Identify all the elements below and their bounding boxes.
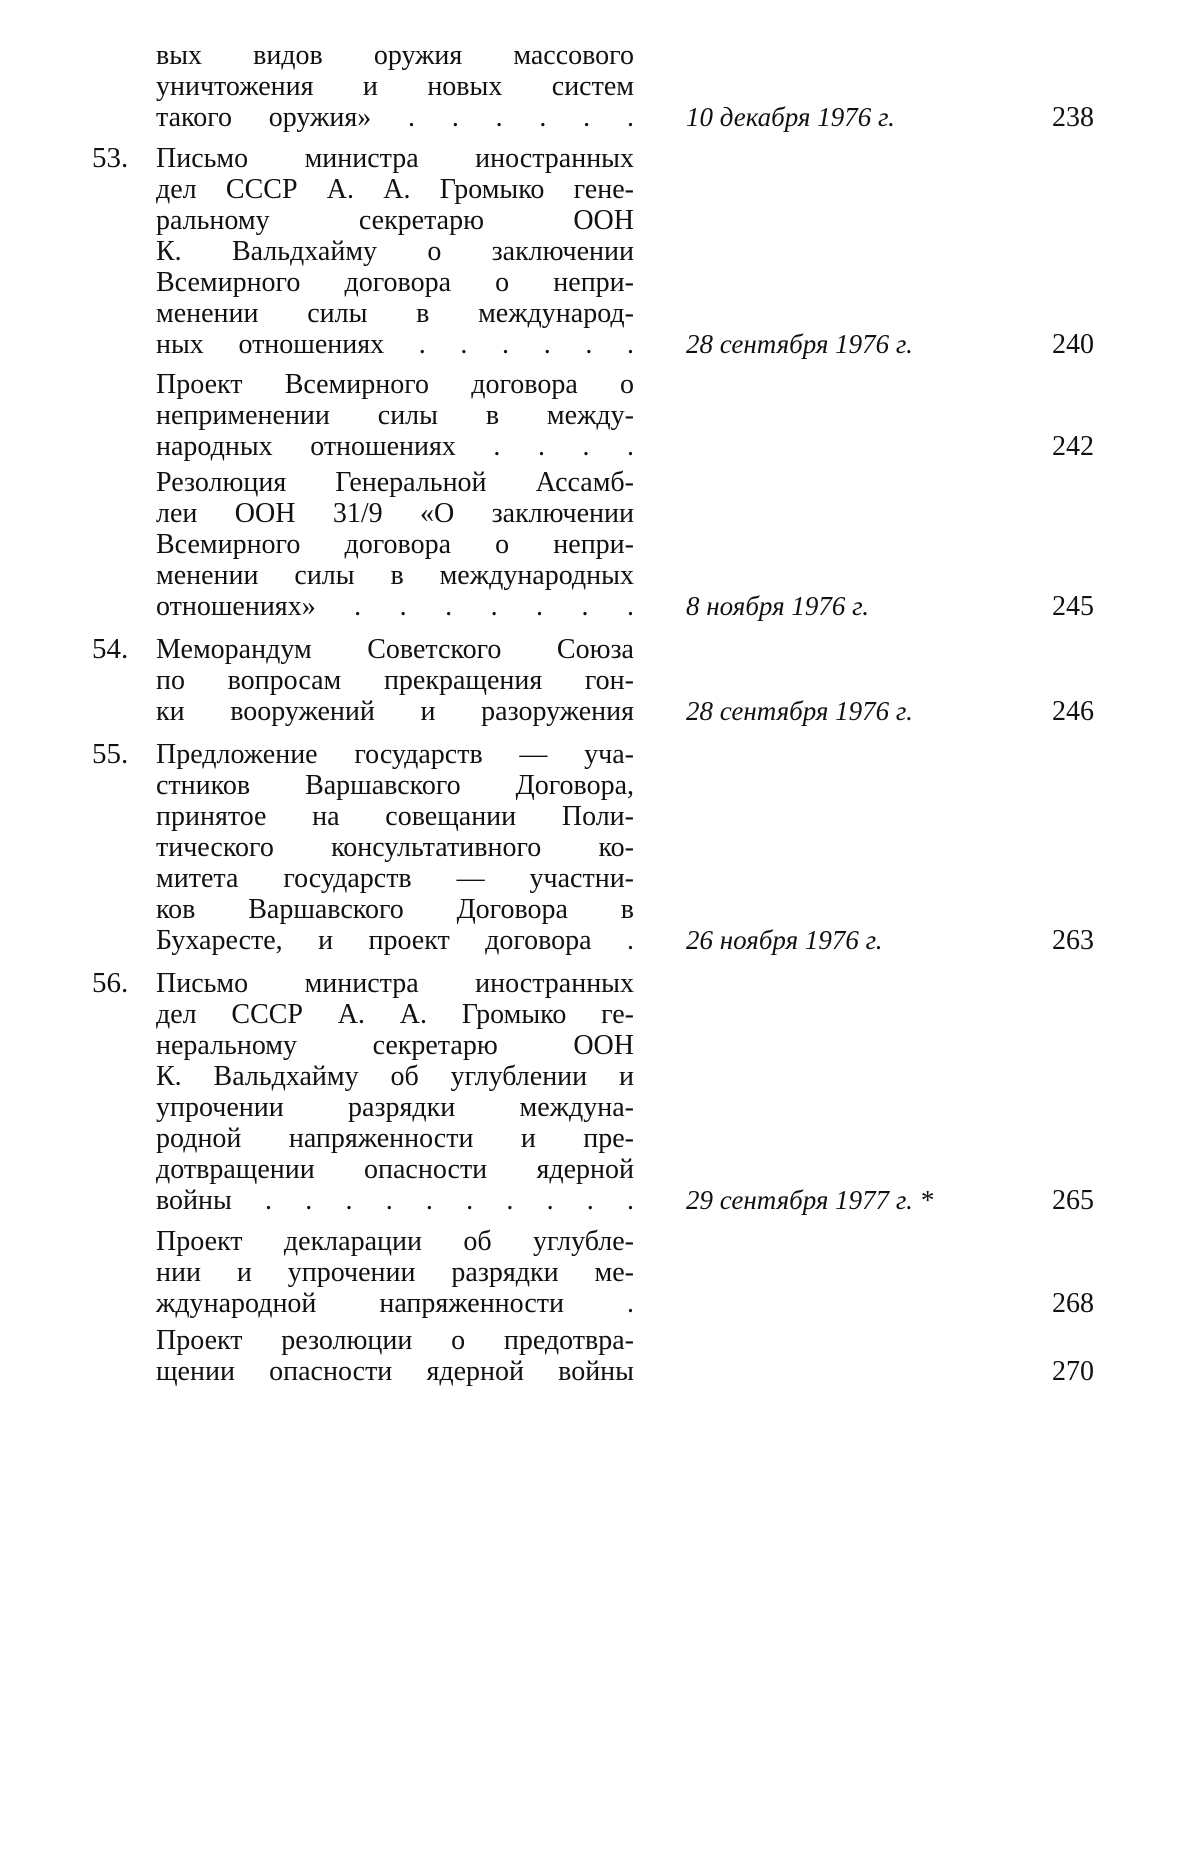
word: углублении [450,1061,588,1092]
word: неприменении [156,400,330,431]
word: Письмо [156,143,249,174]
entry-title [156,369,634,462]
title-line [156,498,634,529]
word: Вальдхайму [231,236,378,267]
word: Всемирного [156,529,301,560]
word: Союза [556,634,634,665]
word: дел [156,999,197,1030]
word: ков [156,894,196,925]
word: Всемирного [156,267,301,298]
word: о [619,369,634,400]
title-line [156,298,634,329]
word: ООН [573,205,634,236]
title-line [156,236,634,267]
word: силы [294,560,355,591]
word: государств [283,863,412,894]
word: на [312,801,340,832]
entry-number: 53. [92,142,129,174]
page-number: 265 [1052,1185,1094,1216]
leader-dot: . [445,591,453,622]
word: договора [471,369,578,400]
entry-date: 10 декабря 1976 г. [686,102,895,132]
word: Резолюция [156,467,287,498]
leader-dot: . [626,102,634,133]
leader-dot: . [506,1185,514,1216]
entry-number: 54. [92,633,129,665]
word: А. [383,174,411,205]
word: ядерной [426,1356,524,1387]
leader-dot: . [451,102,459,133]
word: менении [156,298,259,329]
word: уча- [584,739,634,770]
word: напряженности [288,1123,474,1154]
word: разрядки [451,1257,559,1288]
word: совещании [385,801,517,832]
title-line [156,1288,634,1319]
word: упрочении [156,1092,284,1123]
entry-number: 55. [92,738,129,770]
word: леи [156,498,198,529]
leader-dot: . [585,329,593,360]
word: договора [344,267,451,298]
word: Громыко [439,174,545,205]
entry-date: 8 ноября 1976 г. [686,591,870,621]
word: К. [156,236,182,267]
word: Варшавского [248,894,404,925]
word: ральному [156,205,270,236]
word: Бухаресте, [156,925,283,956]
word: в [620,894,634,925]
title-line [156,529,634,560]
leader-dot: . [627,1185,634,1216]
word: предотвра- [503,1325,634,1356]
leader-dot: . [385,1185,393,1216]
word: — [456,863,485,894]
word: ге- [601,999,634,1030]
word: принятое [156,801,267,832]
title-line [156,696,634,727]
word: Поли- [561,801,634,832]
title-line [156,739,634,770]
word: договора [344,529,451,560]
word: 31/9 [332,498,383,529]
word: отношениях [238,329,385,360]
word: ядерной [536,1154,634,1185]
word: участни- [529,863,634,894]
word: по [156,665,185,696]
word: о [427,236,442,267]
leader-dot: . [627,431,634,462]
word: ко- [598,832,634,863]
page-number: 270 [1052,1356,1094,1387]
word: в [390,560,404,591]
leader-dot: . [305,1185,313,1216]
word: о [451,1325,466,1356]
word: государств [354,739,483,770]
leader-dot: . [582,431,590,462]
word: менении [156,560,259,591]
title-line [156,863,634,894]
leader-dot: . [502,329,510,360]
word: опасности [269,1356,393,1387]
leader-dot: . [490,591,498,622]
title-line [156,968,634,999]
word: секретарю [358,205,485,236]
title-line [156,1185,634,1216]
word: такого [156,102,232,133]
word: упрочении [287,1257,416,1288]
word: Проект [156,369,243,400]
leader-dot: . [581,591,589,622]
word: А. [326,174,355,205]
entry-title [156,968,634,1216]
word: декларации [283,1226,422,1257]
title-line [156,770,634,801]
title-line [156,1257,634,1288]
word: систем [551,71,634,102]
title-line [156,431,634,462]
page-number: 263 [1052,925,1094,956]
word: прекращения [383,665,543,696]
title-line [156,925,634,956]
word: народных [156,431,273,462]
title-line [156,400,634,431]
title-line [156,40,634,71]
word: ки [156,696,185,727]
word: К. [156,1061,182,1092]
title-line [156,591,634,622]
title-line [156,71,634,102]
entry-date: 28 сентября 1976 г. [686,329,913,359]
title-line [156,174,634,205]
word: ных [156,329,204,360]
leader-dot: . [536,591,544,622]
word: оружия [373,40,463,71]
word: разрядки [348,1092,456,1123]
word: о [495,529,510,560]
word: и [520,1123,536,1154]
word: силы [377,400,438,431]
word: Генеральной [335,467,487,498]
leader-dot: . [495,102,503,133]
entry-title [156,634,634,727]
leader-dot: . [493,431,501,462]
word: в [416,298,430,329]
word: иностранных [475,968,634,999]
title-line [156,102,634,133]
leader-dot: . [408,102,416,133]
title-line [156,1356,634,1387]
word: стников [156,770,251,801]
word: гене- [573,174,634,205]
word: войны [558,1356,634,1387]
word: тического [156,832,274,863]
word: уничтожения [156,71,314,102]
word: новых [427,71,503,102]
word: междуна- [519,1092,634,1123]
page-number: 245 [1052,591,1094,622]
word: о [495,267,510,298]
word: об [463,1226,492,1257]
leader-dot: . [546,1185,554,1216]
title-line [156,1092,634,1123]
title-line [156,1154,634,1185]
word: Вальдхайму [213,1061,359,1092]
leader-dot: . [345,1185,353,1216]
word: договора [485,925,592,956]
word: Договора [456,894,568,925]
leader-dot: . [586,1185,594,1216]
word: Громыко [461,999,567,1030]
word: вопросам [227,665,342,696]
word: Варшавского [305,770,461,801]
title-line [156,1123,634,1154]
leader-dot: . [583,102,591,133]
title-line [156,634,634,665]
entry-title [156,467,634,622]
leader-dot: . [626,329,634,360]
title-line [156,329,634,360]
leader-dot: . [543,329,551,360]
word: отношениях [310,431,456,462]
title-line [156,801,634,832]
leader-dot: . [539,102,547,133]
word: об [390,1061,419,1092]
title-line [156,665,634,696]
title-line [156,832,634,863]
word: Проект [156,1325,243,1356]
word: А. [399,999,427,1030]
word: проект [368,925,450,956]
word: СССР [231,999,304,1030]
title-line [156,999,634,1030]
word: СССР [225,174,298,205]
word: Предложение [156,739,318,770]
word: ждународной [156,1288,317,1319]
title-line [156,560,634,591]
word: Советского [367,634,502,665]
word: непри- [553,267,634,298]
word: ООН [234,498,296,529]
entry-title [156,143,634,360]
word: нии [156,1257,201,1288]
page-number: 242 [1052,431,1094,462]
word: и [236,1257,252,1288]
word: А. [337,999,365,1030]
entry-title [156,1226,634,1319]
word: резолюции [281,1325,413,1356]
word: Проект [156,1226,243,1257]
entry-number: 56. [92,967,129,999]
title-line [156,1030,634,1061]
entry-title [156,1325,634,1387]
entry-date: 28 сентября 1976 г. [686,696,913,726]
word: родной [156,1123,242,1154]
word: Договора, [515,770,634,801]
word: неральному [156,1030,297,1061]
word: войны [156,1185,232,1216]
word: консультативного [331,832,542,863]
leader-dot: . [626,591,634,622]
leader-dot: . [466,1185,474,1216]
leader-dot: . [418,329,426,360]
word: и [420,696,436,727]
leader-dot: . [537,431,545,462]
word: между- [546,400,634,431]
word: министра [304,968,419,999]
word: — [519,739,548,770]
word: и [362,71,378,102]
leader-dot: . [354,591,362,622]
word: дел [156,174,197,205]
word: силы [307,298,368,329]
word: секретарю [372,1030,498,1061]
word: пре- [583,1123,634,1154]
word: иностранных [475,143,634,174]
title-line [156,267,634,298]
entry-title [156,739,634,956]
word: гон- [584,665,634,696]
title-line [156,1325,634,1356]
word: Письмо [156,968,249,999]
entry-date: 29 сентября 1977 г. * [686,1185,934,1215]
word: и [318,925,334,956]
title-line [156,369,634,400]
page-number: 246 [1052,696,1094,727]
word: Меморандум [156,634,312,665]
leader-dot: . [425,1185,433,1216]
word: ООН [573,1030,634,1061]
word: непри- [553,529,634,560]
title-line [156,1061,634,1092]
leader-dot: . [399,591,407,622]
word: Всемирного [284,369,430,400]
word: оружия» [268,102,372,133]
word: дотвращении [156,1154,315,1185]
word: заключении [491,236,634,267]
page-number: 238 [1052,102,1094,133]
title-line [156,205,634,236]
word: и [619,1061,634,1092]
title-line [156,467,634,498]
word: «О [419,498,455,529]
title-line [156,143,634,174]
word: углубле- [533,1226,634,1257]
word: Ассамб- [535,467,634,498]
word: ме- [594,1257,634,1288]
leader-dot: . [627,925,634,956]
word: митета [156,863,239,894]
page-number: 268 [1052,1288,1094,1319]
word: видов [253,40,323,71]
entry-title [156,40,634,133]
word: разоружения [481,696,634,727]
word: вых [156,40,203,71]
word: отношениях» [156,591,316,622]
word: массового [513,40,634,71]
entry-date: 26 ноября 1976 г. [686,925,883,955]
title-line [156,894,634,925]
word: международ- [478,298,634,329]
word: щении [156,1356,235,1387]
word: напряженности [379,1288,565,1319]
page-number: 240 [1052,329,1094,360]
word: министра [304,143,419,174]
word: в [485,400,500,431]
word: вооружений [230,696,375,727]
word: заключении [491,498,634,529]
word: опасности [364,1154,488,1185]
title-line [156,1226,634,1257]
leader-dot: . [626,1288,634,1319]
leader-dot: . [460,329,468,360]
leader-dot: . [265,1185,273,1216]
word: международных [439,560,634,591]
